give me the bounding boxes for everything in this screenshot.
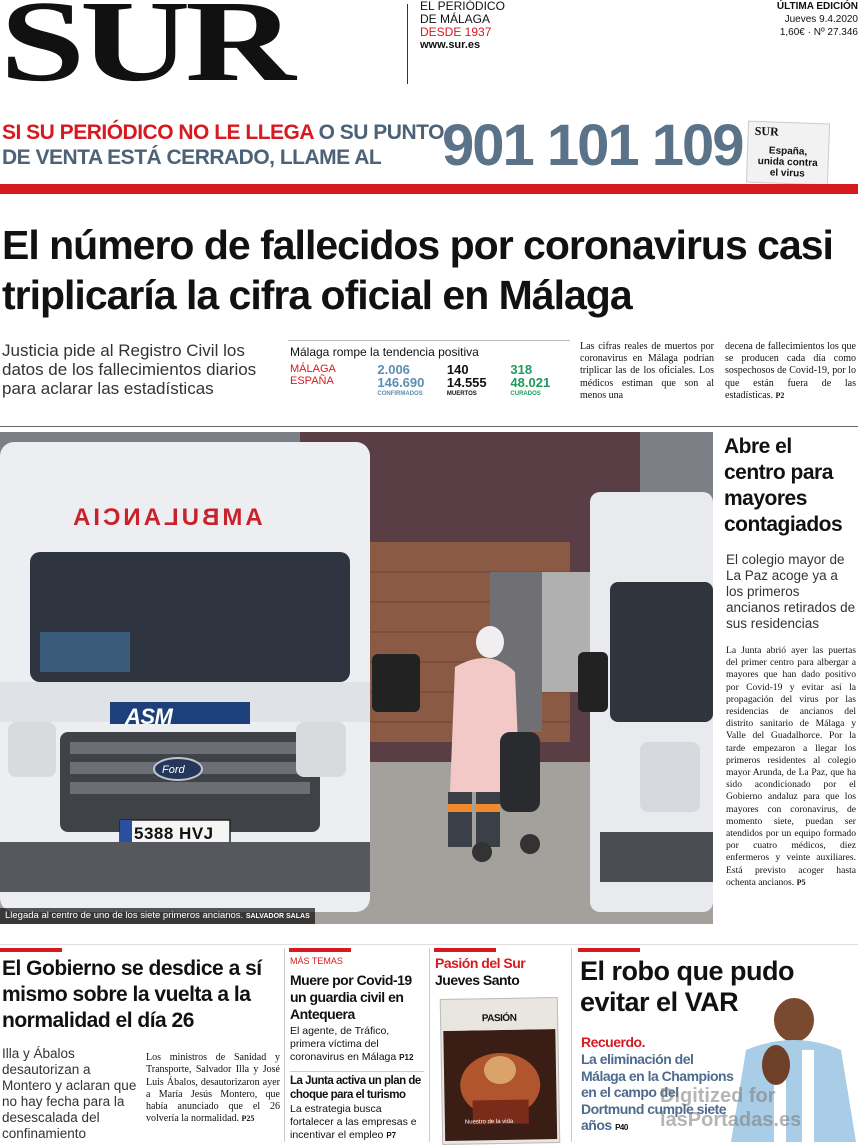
stats-deaths-malaga: 140	[446, 362, 469, 377]
masthead-logo: SUR	[0, 0, 291, 106]
promo-mini-paper	[746, 121, 830, 186]
masthead-website[interactable]: www.sur.es	[420, 39, 481, 51]
story1-page-ref: P25	[241, 1114, 255, 1124]
price-number: 1,60€ · Nº 27.346	[779, 27, 858, 38]
promo-phone[interactable]: 901 101 109	[442, 113, 743, 178]
masthead-since: DESDE 1937	[420, 25, 492, 39]
stats-label-malaga: MÁLAGA	[290, 363, 336, 375]
bottom-divider-2	[429, 948, 430, 1142]
more-item1-headline[interactable]: Muere por Covid-19 un guardia civil en Antequera	[290, 972, 412, 1022]
side-headline[interactable]: Abre el centro para mayores contagiados	[724, 435, 843, 536]
lead-body-col1: Las cifras reales de muertos por coronavirus en Málaga podrían triplicar las de los oficiales. Los médicos estiman que son al menos una	[580, 341, 714, 401]
pasion-cover[interactable]	[440, 997, 561, 1145]
promo-red-rule	[0, 184, 858, 194]
bottom-divider-3	[571, 948, 572, 1142]
lead-body-col2	[725, 341, 856, 402]
mini-paper-logo: SUR	[754, 123, 779, 139]
masthead-tagline-2: DE MÁLAGA	[420, 12, 491, 26]
main-photo[interactable]	[0, 432, 713, 924]
var-body-text: La eliminación del Málaga en la Champions en el campo del Dortmund cumple siete años	[581, 1051, 734, 1133]
more-item2-ref: P7	[386, 1131, 397, 1140]
story1-red-tick	[0, 948, 62, 952]
photo-ambulance-text: AMBULANCIA	[70, 504, 263, 531]
more-divider	[290, 1071, 424, 1072]
story1-headline[interactable]: El Gobierno se desdice a sí mismo sobre la vuelta a la normalidad el día 26	[2, 957, 262, 1032]
stats-cured-espana: 48.021	[510, 375, 551, 390]
var-red-tick	[578, 948, 640, 952]
edition-date: Jueves 9.4.2020	[784, 14, 858, 25]
var-page-ref: P40	[615, 1123, 628, 1132]
more-item1-ref: P12	[399, 1053, 414, 1062]
pasion-cover-caption: Nuestro de la vida	[464, 1118, 514, 1126]
pasion-subtitle: Jueves Santo	[435, 972, 520, 988]
side-body-text: La Junta abrió ayer las puertas del primer centro para albergar a mayores que han dado positivo por Covid-19 y evitar así la propagación del virus por las residencias de ancianos del distrito sanitario de Málaga y Valle del Guadalhorce. Por la tarde empezaron a llegar los primeros residentes al colegio mayor Arunda, de La Paz, que ha sido acondicionado por el Gobierno andaluz para que los mayores con coronavirus, de momento siete, puedan ser atendidos por un equipo formado por cuatro médicos, diez enfermeros y veinte auxiliares. Está previsto acoger hasta ochenta ancianos.	[726, 645, 856, 888]
more-label: MÁS TEMAS	[290, 956, 343, 966]
var-kicker: Recuerdo.	[581, 1034, 645, 1050]
more-item2-headline[interactable]: La Junta activa un plan de choque para el turismo	[290, 1075, 421, 1101]
promo-text-2: DE VENTA ESTÁ CERRADO, LLAME AL	[2, 146, 382, 169]
lead-headline[interactable]: El número de fallecidos por coronavirus casi triplicaría la cifra oficial en Málaga	[2, 222, 833, 318]
promo-text-1: O SU PUNTO	[318, 121, 444, 144]
lead-page-ref: P2	[775, 390, 785, 400]
more-item2-body-text: La estrategia busca fortalecer a las empresas e incentivar el empleo	[290, 1103, 417, 1141]
photo-plate: 5388 HVJ	[134, 824, 214, 843]
story1-deck: Illa y Ábalos desautorizan a Montero y aclaran que no hay fecha para la desescalada del confinamiento	[2, 1046, 137, 1141]
lead-bottom-rule	[0, 426, 858, 427]
bottom-divider-1	[284, 948, 285, 1142]
photo-caption-bar	[0, 908, 315, 924]
stats-col-cured: CURADOS	[510, 391, 541, 397]
watermark: Digitized for lasPortadas.es	[660, 1085, 802, 1131]
stats-cured-malaga: 318	[510, 362, 533, 377]
photo-ford-text: Ford	[162, 764, 185, 776]
var-headline[interactable]: El robo que pudo evitar el VAR	[580, 956, 794, 1017]
lead-deck: Justicia pide al Registro Civil los datos de los fallecimientos diarios para aclarar las estadísticas	[2, 341, 257, 398]
photo-credit: SALVADOR SALAS	[245, 913, 310, 920]
pasion-cover-title: PASIÓN	[481, 1012, 517, 1025]
pasion-cover-image	[441, 1029, 559, 1145]
masthead-divider	[407, 4, 408, 84]
side-deck: El colegio mayor de La Paz acoge ya a los primeros ancianos retirados de sus residencias	[726, 552, 856, 631]
stats-confirmed-espana: 146.690	[377, 375, 425, 390]
stats-deaths-espana: 14.555	[446, 375, 487, 390]
stats-title: Málaga rompe la tendencia positiva	[290, 345, 479, 359]
masthead-tagline-1: EL PERIÓDICO	[420, 0, 505, 13]
stats-col-confirmed: CONFIRMADOS	[377, 391, 423, 397]
story1-body-text: Los ministros de Sanidad y Transporte, Salvador Illa y José Luis Ábalos, desautorizaron ayer a María Jesús Montero, que había anunciado que el 26 volvería la normalidad.	[146, 1052, 280, 1125]
stats-label-espana: ESPAÑA	[290, 375, 334, 387]
pasion-label: Pasión del Sur	[435, 955, 526, 971]
stats-top-rule	[288, 340, 570, 341]
stats-confirmed-malaga: 2.006	[377, 362, 410, 377]
more-item1-body-text: El agente, de Tráfico, primera víctima del coronavirus en Málaga	[290, 1025, 397, 1063]
mini-paper-headline: España, unida contra el virus	[757, 145, 818, 180]
edition-label: ÚLTIMA EDICIÓN	[776, 1, 858, 12]
more-red-tick	[289, 948, 351, 952]
side-body	[726, 645, 856, 889]
photo-bottom-rule	[0, 944, 858, 945]
more-item1-body	[290, 1025, 426, 1064]
pasion-red-tick	[434, 948, 496, 952]
lead-body-col2-text: decena de fallecimientos los que se producen cada día como sospechosos de Covid-19, por lo que están fuera de las estadísticas.	[725, 341, 856, 401]
promo-red-text: SI SU PERIÓDICO NO LE LLEGA	[2, 121, 314, 144]
stats-col-deaths: MUERTOS	[446, 391, 477, 397]
side-page-ref: P5	[796, 877, 806, 887]
photo-brand-text: ASM	[125, 704, 173, 729]
story1-body	[146, 1052, 280, 1126]
more-item2-body	[290, 1103, 426, 1142]
stats-box	[290, 345, 570, 399]
photo-caption: Llegada al centro de uno de los siete primeros ancianos.	[5, 910, 244, 921]
